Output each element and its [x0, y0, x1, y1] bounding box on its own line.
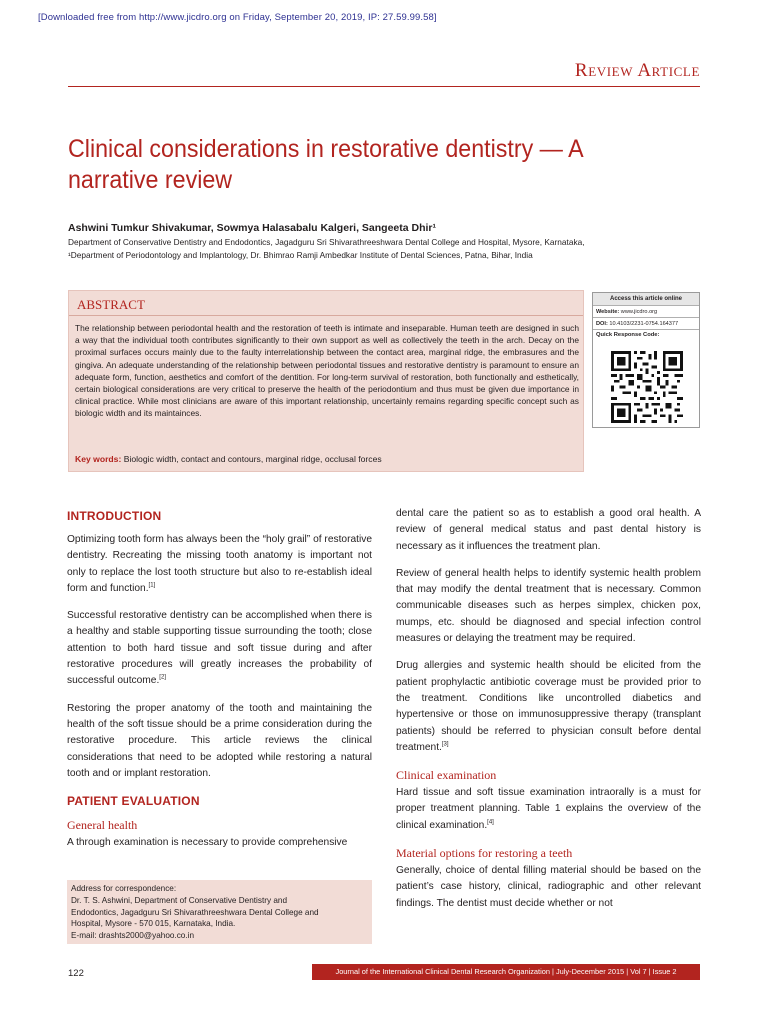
article-type-label: Review Article [574, 60, 700, 81]
correspondence-text [71, 883, 319, 942]
abstract-heading: ABSTRACT [77, 297, 145, 312]
affiliation-2: ¹Department of Periodontology and Implantology, Dr. Bhimrao Ramji Ambedkar Institute of Dental Sciences, Patna, Bihar, India [68, 250, 533, 260]
left-column [67, 506, 372, 862]
general-health-heading: General health [67, 818, 138, 833]
citation-ref[interactable]: [2] [159, 674, 166, 681]
article-title: Clinical considerations in restorative dentistry — A narrative review [68, 135, 583, 194]
citation-ref[interactable]: [1] [148, 582, 156, 589]
keywords-label: Key words: [75, 454, 122, 464]
affiliation-1: Department of Conservative Dentistry and Endodontics, Jagadguru Sri Shivarathreeshwara Dental College and Hospital, Mysore, Karnataka, [68, 237, 585, 247]
citation-ref[interactable]: [4] [487, 819, 494, 826]
doi-label: DOI: [596, 321, 608, 327]
access-online-box [592, 292, 700, 428]
website-row [593, 306, 699, 318]
doi-row [593, 318, 699, 330]
keywords-list: Biologic width, contact and contours, marginal ridge, occlusal forces [123, 454, 382, 464]
correspondence-line: Dr. T. S. Ashwini, Department of Conservative Dentistry and [71, 895, 287, 905]
material-options-heading: Material options for restoring a teeth [396, 846, 573, 861]
doi-value[interactable]: 10.4103/2231-0754.164377 [609, 321, 679, 327]
introduction-heading: INTRODUCTION [67, 509, 162, 523]
correspondence-box [67, 880, 372, 944]
correspondence-label: Address for correspondence: [71, 884, 177, 893]
qr-label: Quick Response Code: [596, 332, 660, 338]
right-paragraph-2: Review of general health helps to identify systemic health problem that may modify the dental treatment that is necessary. Common communicable diseases such as herpes simplex, chicken pox, mumps, etc. should be diagnosed and special infection control measures or delaying the treatment may be required. [396, 567, 701, 645]
general-health-paragraph: A through examination is necessary to provide comprehensive [67, 837, 348, 849]
authors: Ashwini Tumkur Shivakumar, Sowmya Halasabalu Kalgeri, Sangeeta Dhir¹ [68, 222, 437, 234]
clinical-examination-heading: Clinical examination [396, 768, 497, 783]
website-link[interactable]: www.jicdro.org [620, 309, 658, 315]
abstract-box [68, 290, 584, 472]
correspondence-line: Endodontics, Jagadguru Sri Shivarathreeshwara Dental College and [71, 907, 319, 917]
header-rule [68, 86, 700, 87]
right-paragraph-1: dental care the patient so as to establish a good oral health. A review of general medical status and past dental history is necessary as it influences the treatment plan. [396, 508, 701, 552]
right-paragraph-3: Drug allergies and systemic health should be elicited from the patient prophylactic antibiotic coverage must be provided prior to the treatment. Conditions like uncontrolled diabetics and hypertensive or those on immunosuppressive therapy (transplant patients) should be referred to physician consult before dental treatment.[3] [396, 660, 701, 753]
right-column [396, 506, 701, 923]
intro-paragraph-2: Successful restorative dentistry can be accomplished when there is a healthy and stable supporting tissue surrounding the tooth; close attention to both hard tissue and soft tissue during and after restorative procedures will greatly increases the probability of successful outcome.[2] [67, 610, 372, 687]
material-options-paragraph: Generally, choice of dental filling material should be based on the patient’s case history, clinical, radiographic and other relevant findings. The dentist must decide whether or not [396, 865, 701, 909]
abstract-text: The relationship between periodontal health and the restoration of teeth is intimate and inseparable. Human teeth are designed in such a way that the individual tooth contributes significantly to their own support as well as collectively the teeth in the arch. Decay on the proximal surfaces occurs mainly due to the faulty interrelationship between the contact area, marginal ridge, the embrasures and the gingiva. An adequate understanding of the relationship between periodontal tissues and restorative dentistry is paramount to ensure an adequate form, function, aesthetics and comfort of the dentition. For long-term survival of restoration, both functionally and esthetically, certain biological considerations are very critical to preserve the health of the periodontium and thus must be given due importance in clinical practice. While most clinicians are aware of this important relationship, uncertainly remains regarding specific concept such as biologic width and its maintainces. [75, 323, 579, 419]
correspondence-line: Hospital, Mysore - 570 015, Karnataka, India. [71, 919, 236, 929]
correspondence-email[interactable]: E-mail: drashts2000@yahoo.co.in [71, 931, 195, 941]
intro-paragraph-3: Restoring the proper anatomy of the tooth and maintaining the health of the soft tissue should be a prime consideration during the restorative procedure. This article reviews the clinical considerations that need to be adopted while restoring a natural tooth and or implant restoration. [67, 702, 372, 779]
citation-ref[interactable]: [3] [441, 741, 449, 748]
journal-footer: Journal of the International Clinical Dental Research Organization | July-December 2015 | Vol 7 | Issue 2 [312, 964, 700, 980]
clinical-examination-paragraph: Hard tissue and soft tissue examination intraorally is a must for proper treatment planning. Table 1 explains the overview of the clinical examination.[4] [396, 787, 701, 831]
access-title: Access this article online [593, 293, 699, 306]
download-note: [Downloaded free from http://www.jicdro.org on Friday, September 20, 2019, IP: 27.59.99.58] [38, 12, 437, 23]
abstract-divider [69, 315, 583, 316]
intro-paragraph-1: Optimizing tooth form has always been the “holy grail” of restorative dentistry. Recreating the missing tooth anatomy is important not only to replace the lost tooth structure but also to re-establish ideal form and function.[1] [67, 534, 372, 594]
keywords [75, 454, 382, 464]
page-number: 122 [68, 968, 84, 979]
website-label: Website: [596, 309, 620, 315]
qr-code-icon[interactable] [611, 351, 683, 423]
patient-evaluation-heading: PATIENT EVALUATION [67, 794, 200, 809]
